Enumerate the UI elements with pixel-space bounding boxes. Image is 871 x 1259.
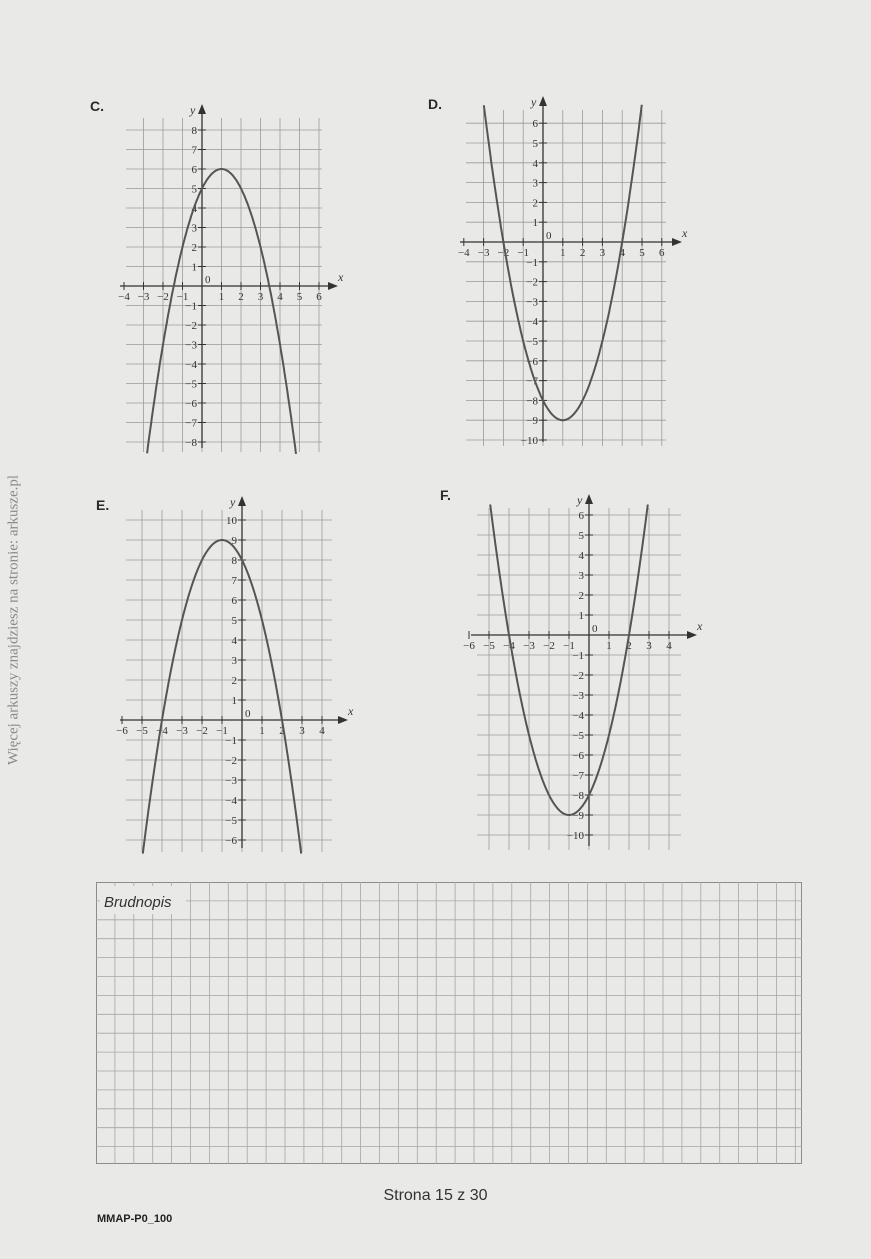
x-tick-label: −1 (176, 291, 189, 303)
x-tick-label: 1 (218, 291, 225, 303)
x-tick-label: −1 (563, 640, 575, 652)
y-tick-label: 4 (191, 203, 197, 215)
y-tick-label: 2 (578, 590, 584, 602)
y-tick-label: −5 (572, 730, 584, 742)
x-tick-label: −4 (457, 247, 470, 259)
y-tick-label: −7 (526, 375, 538, 388)
y-tick-label: 2 (532, 197, 538, 210)
y-tick-label: 5 (532, 138, 538, 150)
x-tick-label: −4 (156, 725, 168, 737)
x-tick-label: −2 (543, 640, 555, 652)
y-tick-label: −3 (572, 690, 584, 702)
x-tick-label: −6 (116, 725, 128, 737)
x-axis-label: x (682, 226, 688, 240)
x-tick-label: −1 (517, 247, 530, 259)
chart-e (110, 490, 360, 860)
x-tick-label: 5 (639, 247, 645, 259)
y-tick-label: 6 (578, 510, 584, 522)
y-axis-label: y (190, 103, 196, 117)
y-tick-label: 1 (578, 610, 584, 622)
chart-f-letter: F. (440, 487, 451, 503)
y-tick-label: 8 (231, 555, 237, 567)
exam-code: MMAP-P0_100 (97, 1213, 173, 1225)
x-tick-label: 5 (296, 291, 303, 303)
chart-c (110, 100, 350, 460)
y-tick-label: 3 (532, 177, 538, 190)
x-tick-label: −3 (477, 247, 490, 259)
y-axis-arrow (539, 96, 547, 106)
y-axis-arrow (198, 104, 206, 114)
x-tick-label: −3 (176, 725, 188, 737)
y-tick-label: −6 (526, 355, 538, 368)
y-axis-label: y (577, 493, 583, 507)
x-tick-label: 3 (257, 291, 264, 303)
chart-d (450, 95, 700, 458)
y-axis-arrow (585, 494, 593, 504)
y-tick-label: −10 (520, 435, 538, 447)
x-tick-label: −5 (483, 640, 495, 652)
x-tick-label: 4 (619, 247, 625, 259)
x-tick-label: −2 (497, 247, 510, 259)
y-tick-label: −5 (526, 336, 538, 348)
y-tick-label: −10 (566, 830, 584, 842)
origin-label: 0 (546, 230, 552, 242)
y-tick-label: 7 (231, 575, 237, 587)
x-tick-label: −2 (196, 725, 208, 737)
x-tick-label: 1 (259, 725, 265, 737)
y-tick-label: 5 (578, 530, 584, 542)
x-tick-label: 3 (299, 725, 305, 737)
y-tick-label: 9 (231, 535, 237, 547)
origin-label: 0 (205, 274, 211, 286)
x-tick-label: 2 (279, 725, 285, 737)
x-axis-label: x (338, 270, 344, 284)
y-tick-label: −3 (526, 296, 538, 309)
y-tick-label: 3 (191, 222, 197, 235)
grid (466, 110, 666, 446)
y-tick-label: 1 (532, 217, 538, 230)
origin-label: 0 (592, 623, 598, 635)
x-axis-label: x (697, 619, 703, 633)
y-tick-label: 3 (578, 570, 584, 582)
y-tick-label: −2 (225, 755, 237, 767)
chart-e-letter: E. (96, 497, 110, 513)
chart-c-letter: C. (90, 98, 104, 114)
chart-f (455, 488, 705, 858)
y-tick-label: −1 (526, 256, 538, 269)
y-axis-label: y (230, 495, 236, 509)
y-tick-label: −9 (526, 415, 538, 428)
x-axis-label: x (348, 704, 354, 718)
y-tick-label: 7 (191, 144, 197, 157)
x-tick-label: 4 (319, 725, 325, 737)
y-tick-label: −7 (572, 770, 584, 782)
y-tick-label: −6 (572, 750, 584, 762)
y-tick-label: −2 (526, 276, 538, 289)
y-tick-label: −8 (185, 437, 197, 449)
x-tick-label: 6 (659, 247, 665, 259)
y-tick-label: 2 (231, 675, 237, 687)
x-tick-label: 4 (666, 640, 672, 652)
x-axis-arrow (672, 238, 682, 246)
x-tick-label: 2 (626, 640, 632, 652)
y-tick-label: −5 (225, 815, 237, 827)
y-tick-label: −7 (185, 417, 197, 430)
chart-d-letter: D. (428, 96, 442, 112)
y-tick-label: −4 (185, 359, 197, 371)
x-tick-label: 2 (579, 247, 586, 259)
y-tick-label: 1 (191, 261, 197, 274)
y-tick-label: 8 (191, 125, 197, 137)
y-tick-label: −8 (526, 395, 538, 408)
page-number: Strona 15 z 30 (383, 1187, 488, 1204)
origin-label: 0 (245, 708, 251, 720)
y-axis-label: y (531, 95, 537, 109)
y-tick-label: 3 (231, 655, 237, 667)
x-tick-label: 1 (606, 640, 612, 652)
x-tick-label: −1 (216, 725, 228, 737)
y-tick-label: 6 (532, 118, 538, 131)
y-tick-label: −5 (185, 378, 197, 391)
grid (126, 118, 322, 452)
x-tick-label: −6 (463, 640, 475, 652)
y-tick-label: −3 (225, 775, 237, 787)
y-tick-label: 6 (231, 595, 237, 607)
draft-grid (96, 882, 802, 1164)
y-tick-label: 1 (231, 695, 237, 707)
x-axis-arrow (328, 282, 338, 290)
y-tick-label: −2 (572, 670, 584, 682)
y-tick-label: −4 (526, 316, 538, 329)
x-tick-label: −3 (523, 640, 535, 652)
x-tick-label: −5 (136, 725, 148, 737)
x-tick-label: −2 (157, 291, 169, 303)
y-tick-label: 4 (578, 550, 584, 562)
y-tick-label: −1 (572, 650, 584, 662)
x-tick-label: −4 (118, 291, 130, 303)
y-tick-label: 10 (226, 515, 237, 527)
draft-label: Brudnopis (104, 894, 172, 911)
y-tick-label: 5 (191, 183, 197, 196)
x-tick-label: −3 (137, 291, 150, 303)
x-tick-label: 4 (277, 291, 283, 303)
y-tick-label: −9 (572, 810, 584, 822)
y-tick-label: −8 (572, 790, 584, 802)
y-axis-arrow (238, 496, 246, 506)
x-tick-label: 6 (316, 291, 322, 303)
y-tick-label: −6 (185, 398, 197, 410)
y-tick-label: 2 (191, 242, 197, 254)
y-tick-label: −1 (185, 300, 197, 313)
x-tick-label: 1 (560, 247, 566, 259)
y-tick-label: −4 (225, 795, 237, 807)
y-tick-label: −2 (185, 320, 197, 332)
y-tick-label: 6 (191, 164, 197, 176)
x-tick-label: 3 (599, 247, 606, 259)
y-tick-label: −1 (225, 735, 237, 747)
x-tick-label: 3 (646, 640, 652, 652)
y-tick-label: −4 (572, 710, 584, 722)
y-tick-label: 4 (231, 635, 237, 647)
y-tick-label: −3 (185, 339, 197, 352)
x-tick-label: 2 (238, 291, 244, 303)
draft-border (97, 883, 802, 1164)
side-watermark: Więcej arkuszy znajdziesz na stronie: arkusze.pl (5, 474, 22, 766)
y-tick-label: −6 (225, 835, 237, 847)
x-axis-arrow (338, 716, 348, 724)
y-tick-label: 4 (532, 157, 538, 170)
x-tick-label: −4 (503, 640, 515, 652)
x-axis-arrow (687, 631, 697, 639)
y-tick-label: 5 (231, 615, 237, 627)
